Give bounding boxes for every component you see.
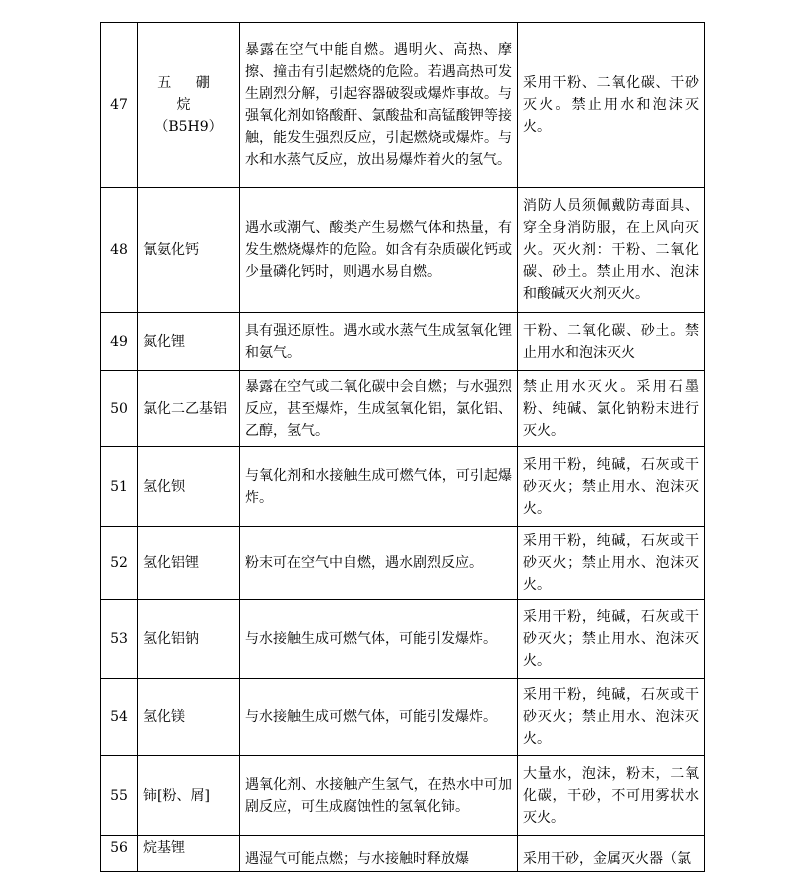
table-row bbox=[101, 679, 705, 756]
fire-fighting-method: 大量水，泡沫，粉末，二氧化碳，干砂，不可用雾状水灭火。 bbox=[518, 756, 705, 836]
row-number: 49 bbox=[101, 313, 138, 371]
fire-fighting-method: 采用干粉，纯碱，石灰或干砂灭火；禁止用水、泡沫灭火。 bbox=[518, 447, 705, 527]
fire-fighting-method: 采用干粉、二氧化碳、干砂灭火。禁止用水和泡沫灭火。 bbox=[518, 23, 705, 188]
substance-name: 氢化铝钠 bbox=[138, 600, 240, 679]
substance-name: 铈[粉、屑] bbox=[138, 756, 240, 836]
substance-name: 氢化铝锂 bbox=[138, 527, 240, 600]
hazard-description: 遇氧化剂、水接触产生氢气，在热水中可加剧反应，可生成腐蚀性的氢氧化铈。 bbox=[240, 756, 518, 836]
hazard-description: 与水接触生成可燃气体，可能引发爆炸。 bbox=[240, 679, 518, 756]
hazard-description: 与水接触生成可燃气体，可能引发爆炸。 bbox=[240, 600, 518, 679]
hazard-table bbox=[100, 22, 705, 872]
row-number: 48 bbox=[101, 188, 138, 313]
substance-name: 五 硼 烷 bbox=[157, 75, 220, 113]
fire-fighting-method: 采用干粉，纯碱，石灰或干砂灭火；禁止用水、泡沫灭火。 bbox=[518, 600, 705, 679]
row-number: 50 bbox=[101, 371, 138, 447]
fire-fighting-method: 采用干粉，纯碱，石灰或干砂灭火；禁止用水、泡沫灭火。 bbox=[518, 527, 705, 600]
row-number: 55 bbox=[101, 756, 138, 836]
table-row bbox=[101, 756, 705, 836]
table-row bbox=[101, 23, 705, 188]
substance-name: 烷基锂 bbox=[138, 836, 240, 872]
fire-fighting-method: 禁止用水灭火。采用石墨粉、纯碱、氯化钠粉末进行灭火。 bbox=[518, 371, 705, 447]
table-row bbox=[101, 371, 705, 447]
table-row bbox=[101, 313, 705, 371]
substance-name-cell bbox=[138, 23, 240, 188]
hazard-description: 具有强还原性。遇水或水蒸气生成氢氧化锂和氨气。 bbox=[240, 313, 518, 371]
hazard-description: 暴露在空气中能自燃。遇明火、高热、摩擦、撞击有引起燃烧的危险。若遇高热可发生剧烈分解，引起容器破裂或爆炸事故。与强氧化剂如铬酸酐、氯酸盐和高锰酸钾等接触，能发生强烈反应，引起燃烧或爆炸。与水和水蒸气反应，放出易爆炸着火的氢气。 bbox=[240, 23, 518, 188]
row-number: 56 bbox=[101, 836, 138, 872]
hazard-description: 遇水或潮气、酸类产生易燃气体和热量，有发生燃烧爆炸的危险。如含有杂质碳化钙或少量磷化钙时，则遇水易自燃。 bbox=[240, 188, 518, 313]
substance-name: 氯化二乙基铝 bbox=[138, 371, 240, 447]
row-number: 52 bbox=[101, 527, 138, 600]
fire-fighting-method: 采用干粉，纯碱，石灰或干砂灭火；禁止用水、泡沫灭火。 bbox=[518, 679, 705, 756]
hazard-description: 与氧化剂和水接触生成可燃气体，可引起爆炸。 bbox=[240, 447, 518, 527]
row-number: 53 bbox=[101, 600, 138, 679]
hazard-description: 粉末可在空气中自燃，遇水剧烈反应。 bbox=[240, 527, 518, 600]
table-row bbox=[101, 188, 705, 313]
table-row bbox=[101, 527, 705, 600]
substance-name: 氰氨化钙 bbox=[138, 188, 240, 313]
row-number: 47 bbox=[101, 23, 138, 188]
fire-fighting-method: 消防人员须佩戴防毒面具、穿全身消防服，在上风向灭火。灭火剂：干粉、二氧化碳、砂土。禁止用水、泡沫和酸碱灭火剂灭火。 bbox=[518, 188, 705, 313]
substance-name: 氢化镁 bbox=[138, 679, 240, 756]
table-row bbox=[101, 600, 705, 679]
row-number: 54 bbox=[101, 679, 138, 756]
hazard-description: 暴露在空气或二氧化碳中会自燃；与水强烈反应，甚至爆炸，生成氢氧化铝，氯化铝、乙醇，氢气。 bbox=[240, 371, 518, 447]
row-number: 51 bbox=[101, 447, 138, 527]
substance-formula: （B5H9） bbox=[154, 119, 223, 135]
table-row bbox=[101, 836, 705, 872]
hazard-description: 遇湿气可能点燃；与水接触时释放爆 bbox=[240, 836, 518, 872]
fire-fighting-method: 采用干砂，金属灭火器（氯 bbox=[518, 836, 705, 872]
fire-fighting-method: 干粉、二氧化碳、砂土。禁止用水和泡沫灭火 bbox=[518, 313, 705, 371]
substance-name: 氮化锂 bbox=[138, 313, 240, 371]
substance-name: 氢化钡 bbox=[138, 447, 240, 527]
table-row bbox=[101, 447, 705, 527]
